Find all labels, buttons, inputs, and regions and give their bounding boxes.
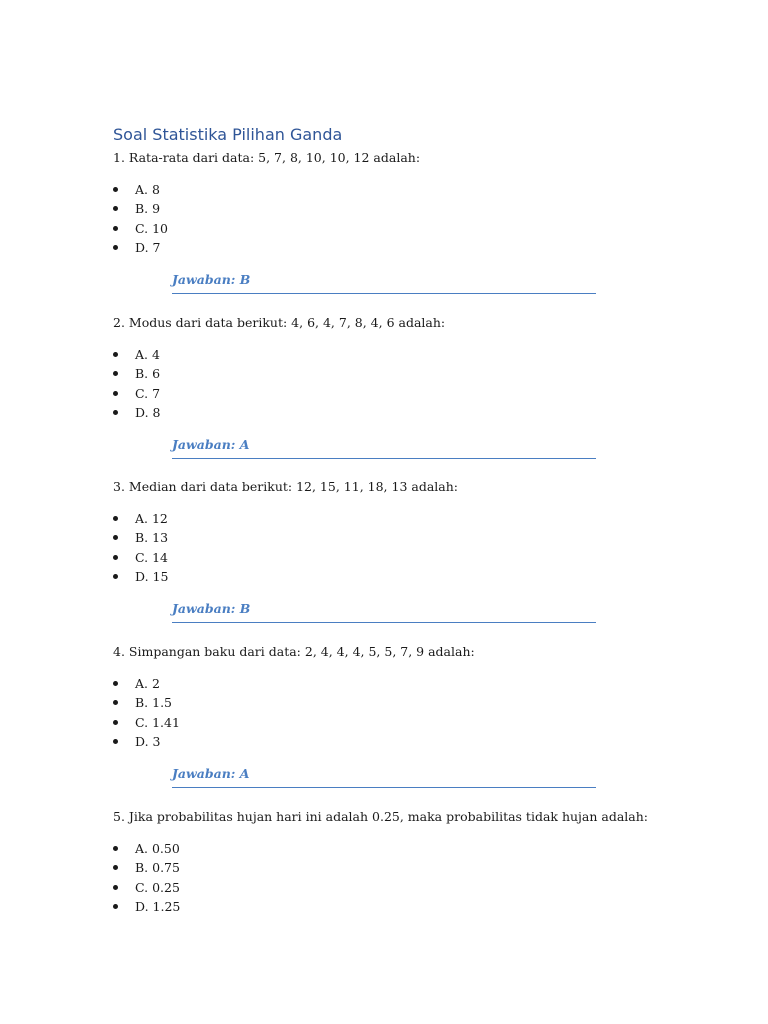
option-item — [113, 674, 633, 693]
option-label: C. 7 — [135, 385, 161, 401]
option-item — [113, 364, 633, 383]
option-item — [113, 548, 633, 567]
option-item — [113, 839, 633, 858]
option-item — [113, 238, 633, 257]
option-item — [113, 693, 633, 712]
option-item — [113, 713, 633, 732]
bullet-icon — [113, 700, 118, 705]
answer-key: Jawaban: A — [172, 436, 596, 459]
option-item — [113, 878, 633, 897]
option-item — [113, 528, 633, 547]
bullet-icon — [113, 391, 118, 396]
bullet-icon — [113, 720, 118, 725]
option-label: B. 9 — [135, 201, 161, 217]
question-text: 4. Simpangan baku dari data: 2, 4, 4, 4, 5, 5, 7, 9 adalah: — [113, 644, 475, 659]
question-text: 3. Median dari data berikut: 12, 15, 11, 18, 13 adalah: — [113, 479, 458, 494]
option-label: A. 0.50 — [135, 841, 180, 856]
option-item — [113, 219, 633, 238]
bullet-icon — [113, 865, 118, 870]
option-label: C. 14 — [135, 549, 168, 565]
bullet-icon — [113, 739, 118, 744]
option-label: C. 10 — [135, 220, 168, 236]
question-text: 5. Jika probabilitas hujan hari ini adalah 0.25, maka probabilitas tidak hujan adalah: — [113, 809, 649, 824]
option-label: A. 8 — [135, 182, 160, 197]
question-5 — [113, 808, 649, 916]
option-item — [113, 199, 633, 218]
option-item — [113, 509, 633, 528]
option-label: B. 6 — [135, 366, 161, 382]
option-list — [113, 674, 633, 751]
bullet-icon — [113, 187, 118, 192]
bullet-icon — [113, 352, 118, 357]
question-3 — [113, 478, 633, 623]
option-item — [113, 180, 633, 199]
option-list — [113, 180, 633, 257]
option-item — [113, 732, 633, 751]
option-label: A. 4 — [135, 347, 160, 362]
option-label: C. 1.41 — [135, 714, 180, 730]
bullet-icon — [113, 885, 118, 890]
option-label: A. 2 — [135, 676, 160, 691]
option-label: A. 12 — [135, 511, 168, 526]
bullet-icon — [113, 226, 118, 231]
bullet-icon — [113, 410, 118, 415]
question-1 — [113, 149, 633, 294]
bullet-icon — [113, 574, 118, 579]
option-list — [113, 839, 633, 916]
answer-key: Jawaban: B — [172, 271, 596, 294]
option-label: B. 1.5 — [135, 695, 173, 711]
option-item — [113, 858, 633, 877]
question-text: 1. Rata-rata dari data: 5, 7, 8, 10, 10, 12 adalah: — [113, 150, 421, 165]
answer-key: Jawaban: B — [172, 600, 596, 623]
bullet-icon — [113, 371, 118, 376]
option-item — [113, 403, 633, 422]
bullet-icon — [113, 535, 118, 540]
option-list — [113, 509, 633, 586]
bullet-icon — [113, 681, 118, 686]
question-2 — [113, 314, 633, 459]
bullet-icon — [113, 555, 118, 560]
option-item — [113, 384, 633, 403]
option-list — [113, 345, 633, 422]
bullet-icon — [113, 245, 118, 250]
bullet-icon — [113, 846, 118, 851]
bullet-icon — [113, 904, 118, 909]
bullet-icon — [113, 516, 118, 521]
option-label: D. 8 — [135, 404, 161, 420]
document-title: Soal Statistika Pilihan Ganda — [113, 125, 343, 144]
question-text: 2. Modus dari data berikut: 4, 6, 4, 7, 8, 4, 6 adalah: — [113, 315, 446, 330]
option-label: D. 1.25 — [135, 898, 181, 914]
option-label: C. 0.25 — [135, 879, 180, 895]
option-item — [113, 345, 633, 364]
option-label: D. 3 — [135, 733, 161, 749]
option-label: B. 13 — [135, 530, 169, 546]
option-item — [113, 567, 633, 586]
option-label: D. 15 — [135, 568, 169, 584]
option-label: D. 7 — [135, 239, 161, 255]
bullet-icon — [113, 206, 118, 211]
question-4 — [113, 643, 633, 788]
option-item — [113, 897, 633, 916]
answer-key: Jawaban: A — [172, 765, 596, 788]
option-label: B. 0.75 — [135, 860, 180, 876]
